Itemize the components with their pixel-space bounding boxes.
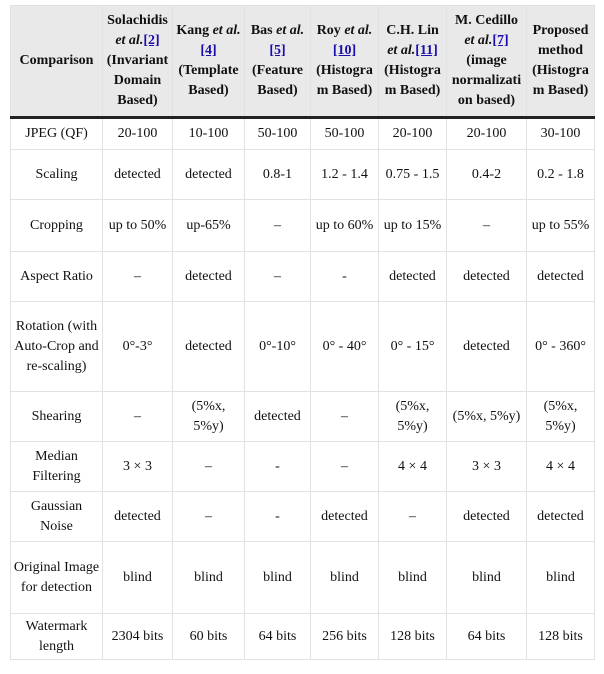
table-body [11,118,595,660]
table-cell: (5%x, 5%y) [527,392,595,442]
header-text-suffix: (Template Based) [178,63,239,98]
table-row [11,252,595,302]
header-row [11,6,595,118]
reference-link[interactable]: [5] [269,43,286,58]
table-cell: detected [245,392,311,442]
column-header [447,6,527,118]
table-cell: 64 bits [447,614,527,660]
table-cell: blind [447,542,527,614]
table-cell: 0°-10° [245,302,311,392]
table-cell: up-65% [173,200,245,252]
table-cell: blind [103,542,173,614]
row-label: Cropping [11,200,103,252]
table-cell: up to 15% [379,200,447,252]
header-text: Bas [250,23,277,38]
table-cell: 0.2 - 1.8 [527,150,595,200]
header-text-suffix: (Invariant Domain Based) [106,53,169,108]
column-header [103,6,173,118]
table-cell: blind [173,542,245,614]
table-cell: 4 × 4 [527,442,595,492]
table-cell: detected [527,492,595,542]
table-cell: up to 60% [311,200,379,252]
table-cell: 4 × 4 [379,442,447,492]
table-cell: 0.4-2 [447,150,527,200]
table-cell: detected [379,252,447,302]
table-row [11,542,595,614]
header-text: C.H. Lin [386,23,439,38]
table-cell: blind [245,542,311,614]
column-header [311,6,379,118]
table-cell: – [103,252,173,302]
table-cell: – [245,252,311,302]
column-header [11,6,103,118]
table-cell: 3 × 3 [447,442,527,492]
row-label: Median Filtering [11,442,103,492]
table-cell: 50-100 [245,118,311,150]
table-cell: detected [103,492,173,542]
table-cell: (5%x, 5%y) [447,392,527,442]
row-label: Rotation (with Auto-Crop and re-scaling) [11,302,103,392]
row-label: Watermark length [11,614,103,660]
header-et-al: et al. [344,23,373,38]
table-row [11,614,595,660]
header-et-al: et al. [387,43,416,58]
table-cell: – [311,392,379,442]
column-header [173,6,245,118]
table-cell: detected [173,252,245,302]
table-cell: detected [173,302,245,392]
table-cell: 3 × 3 [103,442,173,492]
header-et-al: et al. [464,33,493,48]
table-cell: 64 bits [245,614,311,660]
table-cell: (5%x, 5%y) [173,392,245,442]
row-label: JPEG (QF) [11,118,103,150]
header-text-suffix: (Feature Based) [251,63,304,98]
header-et-al: et al. [115,33,144,48]
header-text: Roy [316,23,345,38]
table-cell: – [173,442,245,492]
table-cell: 256 bits [311,614,379,660]
table-cell: – [379,492,447,542]
table-cell: detected [311,492,379,542]
table-cell: – [103,392,173,442]
reference-link[interactable]: [4] [200,43,217,58]
table-cell: – [173,492,245,542]
table-cell: 0°-3° [103,302,173,392]
header-text: M. Cedillo [455,13,518,28]
table-cell: blind [379,542,447,614]
reference-link[interactable]: [7] [492,33,509,48]
row-label: Gaussian Noise [11,492,103,542]
row-label: Original Image for detection [11,542,103,614]
table-cell: detected [103,150,173,200]
table-row [11,200,595,252]
table-cell: (5%x, 5%y) [379,392,447,442]
table-cell: 128 bits [379,614,447,660]
header-text: Comparison [19,53,94,68]
row-label: Shearing [11,392,103,442]
table-cell: up to 50% [103,200,173,252]
table-cell: - [245,492,311,542]
header-text-suffix: (Histogram Based) [384,63,441,98]
table-cell: - [245,442,311,492]
table-row [11,492,595,542]
table-cell: 0.8-1 [245,150,311,200]
header-text-suffix: (image normalization based) [451,53,522,108]
column-header [527,6,595,118]
reference-link[interactable]: [10] [332,43,357,58]
comparison-table [10,5,595,660]
table-cell: 0° - 15° [379,302,447,392]
table-cell: blind [311,542,379,614]
table-cell: 2304 bits [103,614,173,660]
table-cell: detected [527,252,595,302]
column-header [379,6,447,118]
table-cell: detected [447,302,527,392]
table-cell: - [311,252,379,302]
reference-link[interactable]: [11] [415,43,438,58]
table-cell: – [311,442,379,492]
header-text-suffix: (Histogram Based) [316,63,373,98]
table-cell: 0.75 - 1.5 [379,150,447,200]
table-cell: 20-100 [379,118,447,150]
header-text: Solachidis [107,13,168,28]
table-cell: 20-100 [103,118,173,150]
table-row [11,150,595,200]
header-text: Proposed method (Histogram Based) [532,23,589,98]
table-cell: 0° - 360° [527,302,595,392]
table-cell: 1.2 - 1.4 [311,150,379,200]
row-label: Aspect Ratio [11,252,103,302]
table-cell: 30-100 [527,118,595,150]
table-cell: detected [447,252,527,302]
table-cell: 60 bits [173,614,245,660]
row-label: Scaling [11,150,103,200]
table-cell: blind [527,542,595,614]
table-row [11,118,595,150]
table-cell: up to 55% [527,200,595,252]
table-row [11,392,595,442]
table-row [11,302,595,392]
header-et-al: et al. [276,23,305,38]
table-cell: 20-100 [447,118,527,150]
table-cell: detected [173,150,245,200]
table-cell: 0° - 40° [311,302,379,392]
table-cell: 10-100 [173,118,245,150]
header-et-al: et al. [212,23,241,38]
table-row [11,442,595,492]
table-cell: detected [447,492,527,542]
column-header [245,6,311,118]
table-cell: 50-100 [311,118,379,150]
table-cell: – [245,200,311,252]
reference-link[interactable]: [2] [143,33,160,48]
header-text: Kang [176,23,213,38]
table-cell: – [447,200,527,252]
table-cell: 128 bits [527,614,595,660]
